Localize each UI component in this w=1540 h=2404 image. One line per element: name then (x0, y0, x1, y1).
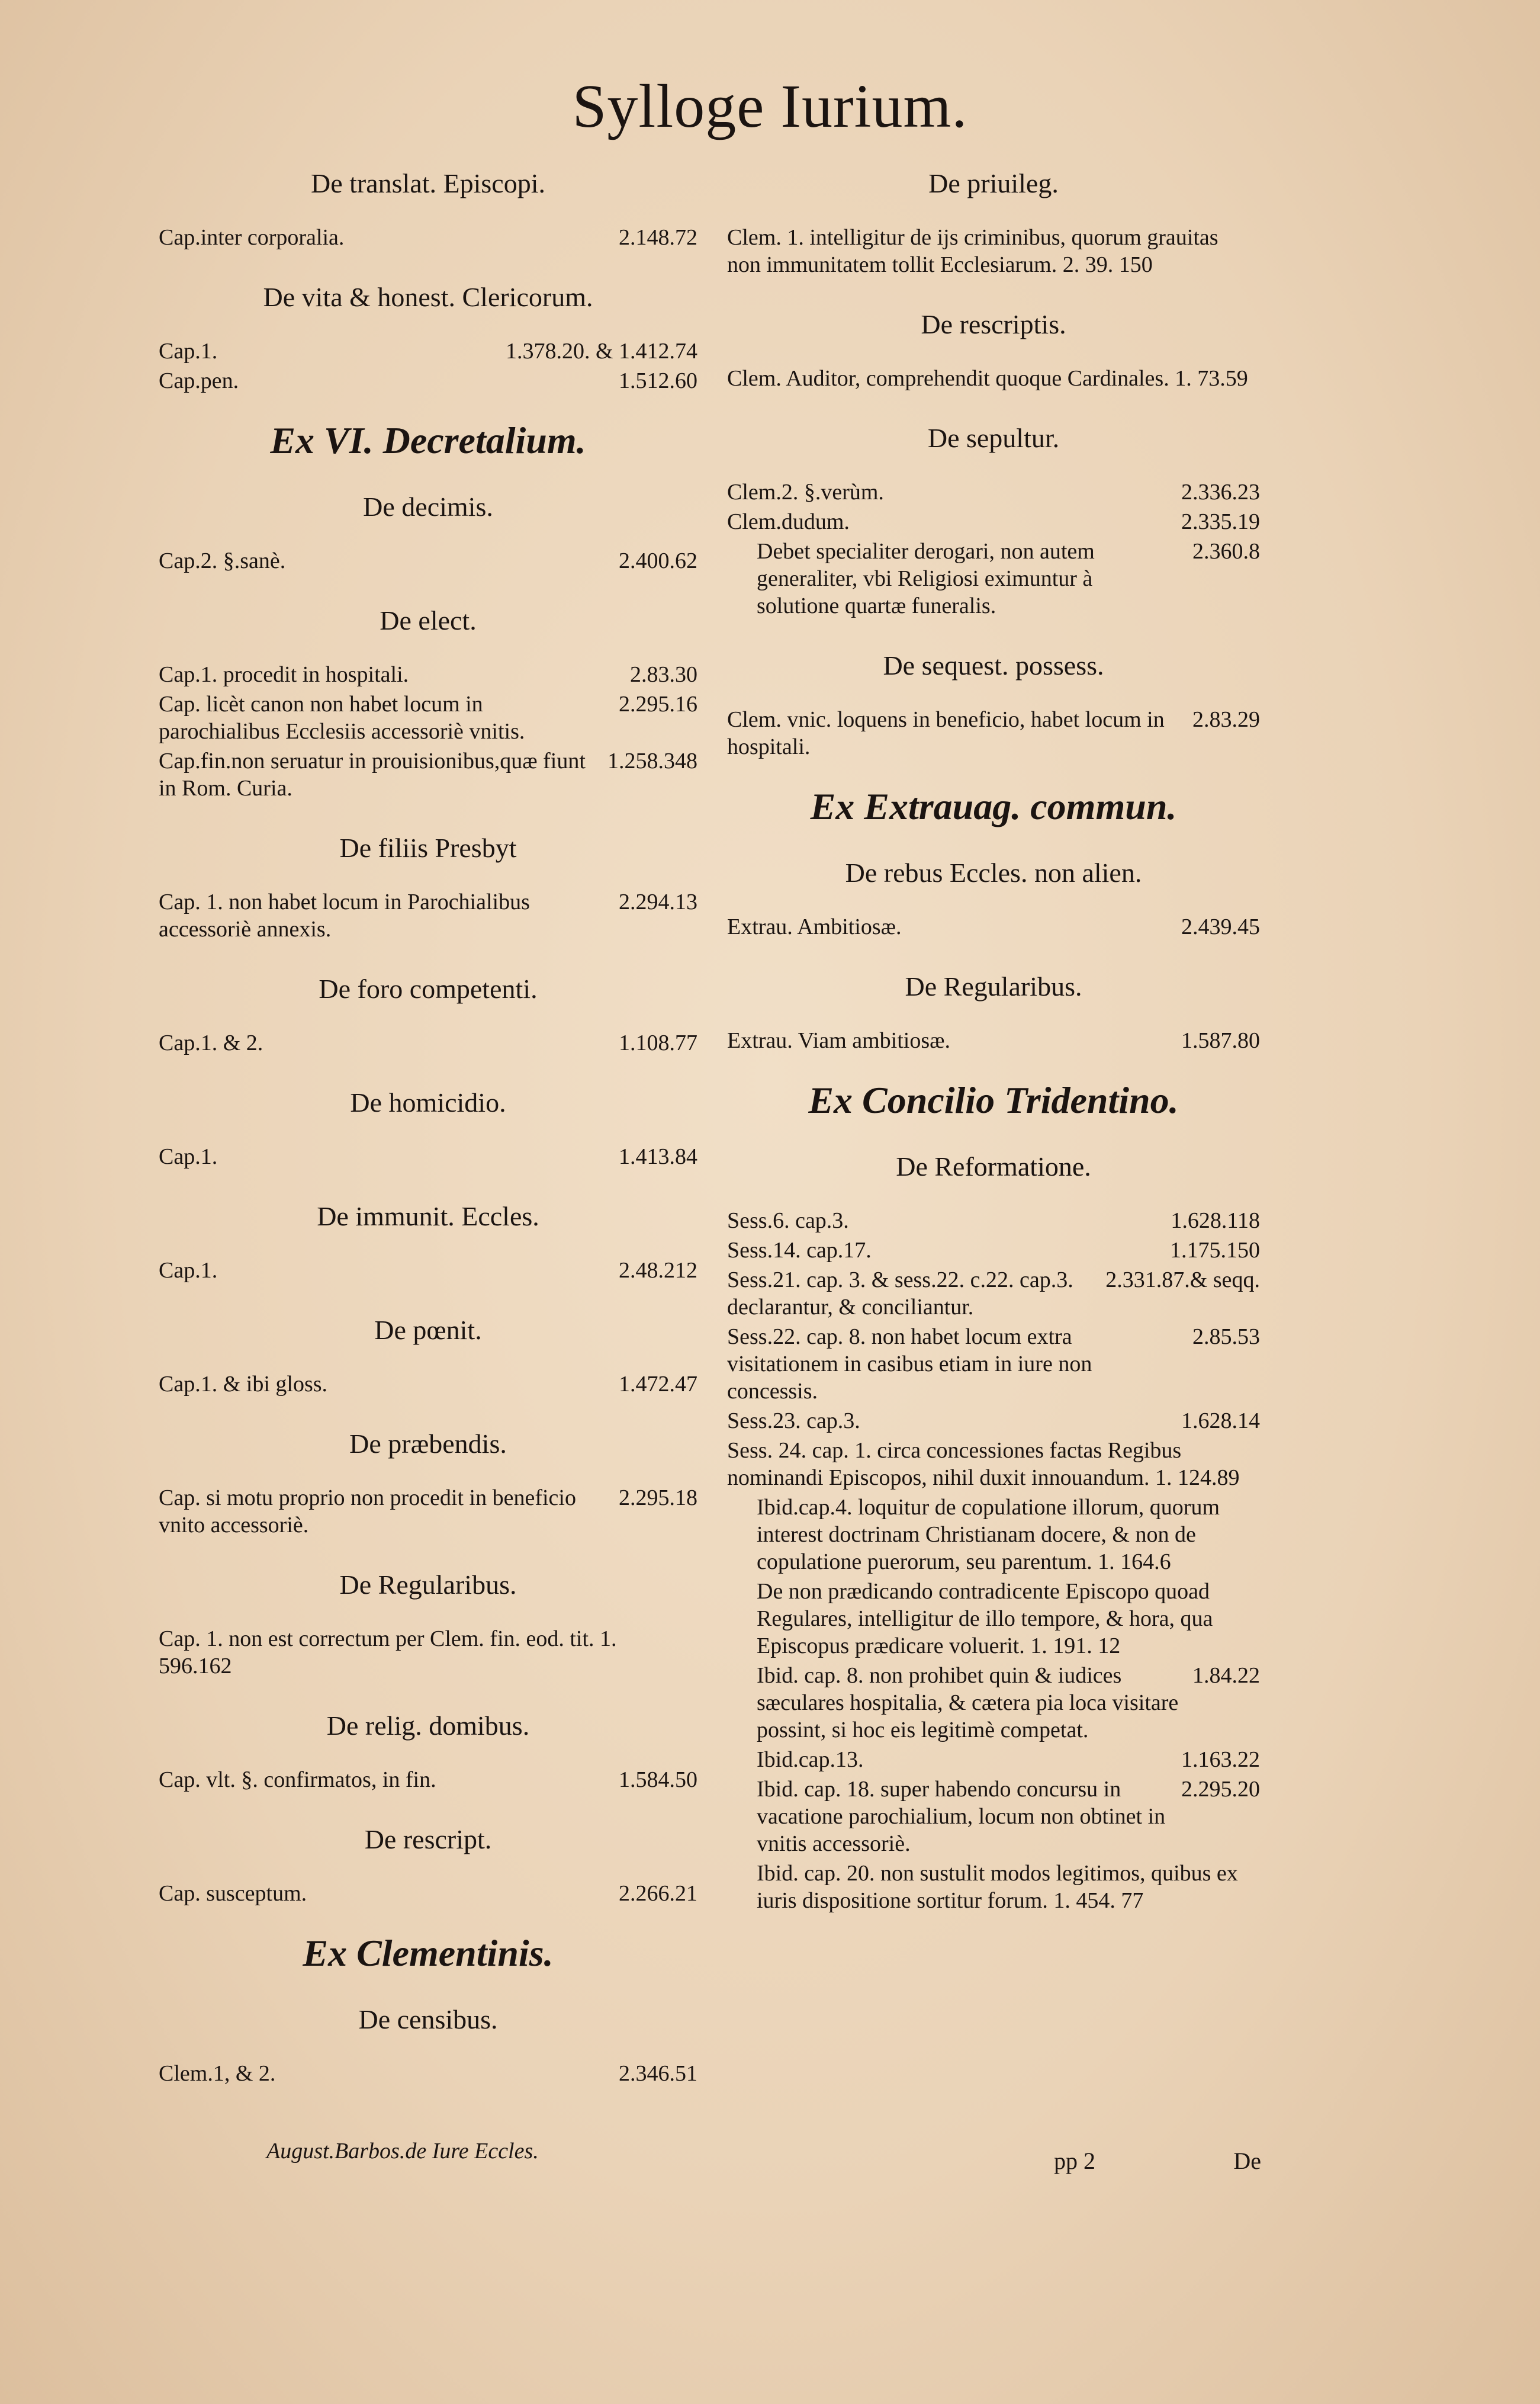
entry-reference: 1.413.84 (619, 1144, 697, 1169)
index-entry (159, 1143, 697, 1170)
index-entry (159, 224, 697, 251)
entry-reference: 1.587.80 (1181, 1028, 1260, 1053)
section-heading: De sepultur. (927, 423, 1060, 453)
catchword: De (1233, 2148, 1261, 2174)
section-heading: De Regularibus. (339, 1569, 517, 1600)
entry-text: Ibid. cap. 18. super habendo concursu in vacatione parochialium, locum non obtinet in vnitis accessoriè. (757, 1777, 1166, 1856)
entry-reference: 2.335.19 (1181, 509, 1260, 534)
entry-reference: 2.294.13 (619, 890, 697, 914)
index-entry (159, 367, 697, 394)
entry-text: Cap. vlt. §. confirmatos, in fin. (159, 1767, 436, 1792)
index-entry (727, 913, 1260, 941)
section-heading: De pœnit. (374, 1315, 482, 1345)
entry-text: Cap. susceptum. (159, 1881, 307, 1906)
index-entry (159, 1257, 697, 1284)
entry-text: De non prædicando contradicente Episcopo quoad Regulares, intelligitur de illo tempore, & hora, qua Episcopus prædicare voluerit. 1. 191. 12 (757, 1579, 1213, 1658)
entry-reference: 1.472.47 (619, 1372, 697, 1397)
entry-text: Ibid. cap. 20. non sustulit modos legitimos, quibus ex iuris dispositione sortitur forum. 1. 454. 77 (757, 1861, 1238, 1913)
section-heading: De Regularibus. (905, 971, 1082, 1002)
entry-text: Ibid.cap.4. loquitur de copulatione illorum, quorum interest doctrinam Christianam docere, & non de copulatione puerorum, seu parentum. 1. 164.6 (757, 1495, 1220, 1574)
part-heading: Ex Clementinis. (303, 1932, 554, 1974)
section-heading: De immunit. Eccles. (317, 1201, 539, 1231)
index-entry (159, 888, 697, 943)
entry-text: Sess.14. cap.17. (727, 1238, 872, 1263)
entry-text: Sess.21. cap. 3. & sess.22. c.22. cap.3. declarantur, & conciliantur. (727, 1267, 1073, 1320)
entry-reference: 1.84.22 (1192, 1663, 1260, 1688)
index-entry (727, 1266, 1260, 1321)
entry-reference: 2.400.62 (619, 548, 697, 573)
entry-text: Sess.23. cap.3. (727, 1408, 860, 1433)
entry-text: Sess.22. cap. 8. non habet locum extra visitationem in casibus etiam in iure non concessis. (727, 1324, 1092, 1404)
entry-reference: 2.360.8 (1192, 539, 1260, 564)
section-heading: De rescript. (364, 1824, 492, 1854)
entry-text: Cap. licèt canon non habet locum in parochialibus Ecclesiis accessoriè vnitis. (159, 692, 525, 744)
index-entry (727, 1494, 1260, 1575)
index-entry (159, 1484, 697, 1539)
entry-text: Extrau. Viam ambitiosæ. (727, 1028, 950, 1053)
index-entry (159, 1766, 697, 1793)
entry-reference: 2.148.72 (619, 225, 697, 250)
index-entry (727, 1746, 1260, 1773)
entry-text: Extrau. Ambitiosæ. (727, 914, 902, 939)
entry-reference: 1.512.60 (619, 368, 697, 393)
index-entry (727, 365, 1260, 392)
section-heading: De priuileg. (928, 168, 1059, 198)
marginal-signature: August.Barbos.de Iure Eccles. (266, 2139, 539, 2164)
entry-text: Cap. 1. non habet locum in Parochialibus accessoriè annexis. (159, 890, 530, 942)
index-entry (159, 1370, 697, 1398)
section-heading: De præbendis. (349, 1429, 507, 1459)
index-entry (727, 1237, 1260, 1264)
entry-text: Cap.1. (159, 1258, 218, 1283)
section-heading: De relig. domibus. (326, 1710, 530, 1741)
entry-reference: 1.584.50 (619, 1767, 697, 1792)
index-entry (159, 1625, 697, 1680)
entry-text: Sess. 24. cap. 1. circa concessiones factas Regibus nominandi Episcopos, nihil duxit innouandum. 1. 124.89 (727, 1438, 1240, 1490)
entry-reference: 2.336.23 (1181, 480, 1260, 505)
index-entry (159, 547, 697, 574)
section-heading: De Reformatione. (896, 1151, 1091, 1182)
part-heading: Ex VI. Decretalium. (270, 419, 586, 461)
entry-reference: 1.628.118 (1171, 1208, 1260, 1233)
index-entry (727, 1323, 1260, 1405)
part-heading: Ex Concilio Tridentino. (808, 1079, 1179, 1121)
section-heading: De vita & honest. Clericorum. (263, 282, 593, 312)
entry-reference: 2.83.29 (1192, 707, 1260, 732)
entry-text: Cap.pen. (159, 368, 239, 393)
index-entry (159, 747, 697, 802)
page-title: Sylloge Iurium. (572, 72, 968, 140)
entry-reference: 2.266.21 (619, 1881, 697, 1906)
entry-text: Debet specialiter derogari, non autem generaliter, vbi Religiosi eximuntur à solutione quartæ funeralis. (757, 539, 1095, 618)
entry-text: Cap.1. & ibi gloss. (159, 1372, 328, 1397)
entry-text: Cap. si motu proprio non procedit in beneficio vnito accessoriè. (159, 1485, 576, 1538)
entry-text: Cap.1. (159, 339, 218, 364)
section-heading: De filiis Presbyt (339, 833, 517, 863)
section-heading: De sequest. possess. (883, 650, 1104, 681)
index-entry (727, 1407, 1260, 1434)
entry-reference: 2.346.51 (619, 2061, 697, 2086)
index-entry (727, 1776, 1260, 1857)
index-entry (159, 691, 697, 745)
section-heading: De decimis. (363, 492, 493, 522)
left-column (159, 166, 697, 2090)
index-entry (159, 1029, 697, 1057)
entry-text: Cap.fin.non seruatur in prouisionibus,quæ fiunt in Rom. Curia. (159, 749, 586, 801)
entry-reference: 2.439.45 (1181, 914, 1260, 939)
index-entry (727, 538, 1260, 620)
part-heading: Ex Extrauag. commun. (810, 785, 1177, 827)
index-entry (727, 479, 1260, 506)
entry-reference: 1.378.20. & 1.412.74 (505, 339, 697, 364)
entry-text: Cap.inter corporalia. (159, 225, 345, 250)
entry-reference: 1.258.348 (607, 749, 697, 773)
section-heading: De foro competenti. (319, 974, 538, 1004)
entry-text: Clem. vnic. loquens in beneficio, habet locum in hospitali. (727, 707, 1165, 759)
index-entry (727, 1662, 1260, 1744)
right-column (727, 166, 1260, 1917)
index-entry (727, 224, 1260, 278)
entry-reference: 1.628.14 (1181, 1408, 1260, 1433)
section-heading: De elect. (380, 605, 477, 635)
entry-reference: 2.331.87.& seqq. (1105, 1267, 1260, 1292)
index-entry (159, 661, 697, 688)
entry-reference: 2.48.212 (619, 1258, 697, 1283)
entry-reference: 1.163.22 (1181, 1747, 1260, 1772)
entry-text: Clem.1, & 2. (159, 2061, 276, 2086)
index-entry (727, 1860, 1260, 1914)
entry-text: Cap.1. & 2. (159, 1031, 263, 1055)
entry-text: Clem. 1. intelligitur de ijs criminibus, quorum grauitas non immunitatem tollit Ecclesiarum. 2. 39. 150 (727, 225, 1219, 277)
entry-text: Clem. Auditor, comprehendit quoque Cardinales. 1. 73.59 (727, 366, 1248, 391)
index-entry (727, 1027, 1260, 1054)
entry-text: Ibid.cap.13. (757, 1747, 864, 1772)
entry-reference: 2.295.20 (1181, 1777, 1260, 1802)
entry-reference: 2.85.53 (1192, 1324, 1260, 1349)
entry-text: Cap.1. (159, 1144, 218, 1169)
section-heading: De censibus. (358, 2004, 498, 2034)
entry-reference: 1.175.150 (1170, 1238, 1260, 1263)
entry-text: Cap.1. procedit in hospitali. (159, 662, 409, 687)
index-entry (159, 1880, 697, 1907)
entry-reference: 2.83.30 (630, 662, 697, 687)
section-heading: De rescriptis. (921, 309, 1066, 339)
entry-text: Clem.2. §.verùm. (727, 480, 884, 505)
index-entry (727, 1437, 1260, 1491)
entry-reference: 1.108.77 (619, 1031, 697, 1055)
section-heading: De homicidio. (350, 1087, 506, 1118)
entry-reference: 2.295.16 (619, 692, 697, 717)
index-entry (727, 706, 1260, 760)
page-footer (1054, 2147, 1261, 2175)
index-entry (727, 508, 1260, 535)
entry-reference: 2.295.18 (619, 1485, 697, 1510)
entry-text: Ibid. cap. 8. non prohibet quin & iudices sæculares hospitalia, & cætera pia loca visitare possint, si hoc eis legitimè competat. (757, 1663, 1179, 1742)
entry-text: Clem.dudum. (727, 509, 850, 534)
signature-mark: pp 2 (1054, 2148, 1095, 2174)
index-entry (159, 2060, 697, 2087)
index-entry (727, 1207, 1260, 1234)
entry-text: Cap. 1. non est correctum per Clem. fin. eod. tit. 1. 596.162 (159, 1626, 617, 1678)
entry-text: Sess.6. cap.3. (727, 1208, 849, 1233)
section-heading: De translat. Episcopi. (310, 168, 545, 198)
section-heading: De rebus Eccles. non alien. (845, 858, 1142, 888)
index-entry (727, 1578, 1260, 1660)
entry-text: Cap.2. §.sanè. (159, 548, 286, 573)
index-entry (159, 338, 697, 365)
